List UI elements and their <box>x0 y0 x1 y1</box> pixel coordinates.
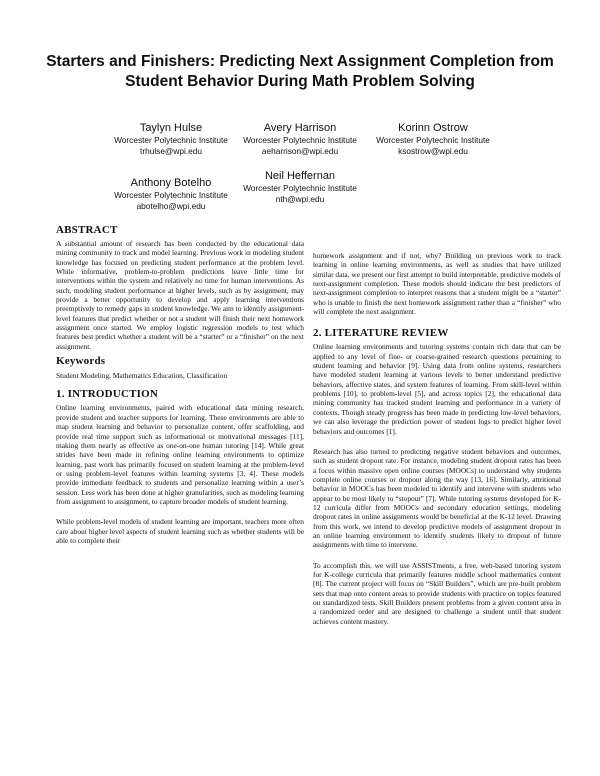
introduction-continuation: homework assignment and if not, why? Building on previous work to track learning in online learning environments, as well as studies that have utilized similar data, we present our first attempt to build interpretable, predictive models of next-assignment completion. These models should indicate the best predictors of next-assignment completion to interpret reasons that a student might be a “starter” who is unable to finish the next homework assignment rather than a “finisher” who will complete the next assignment. <box>313 251 561 317</box>
keywords-heading: Keywords <box>56 355 106 368</box>
author-name: Taylyn Hulse <box>139 122 203 134</box>
author-name: Neil Heffernan <box>264 170 336 182</box>
left-column <box>56 224 304 545</box>
author-email[interactable]: aeharrison@wpi.edu <box>261 146 339 156</box>
author-affiliation: Worcester Polytechnic Institute <box>243 183 357 193</box>
literature-review-paragraph: To accomplish this, we will use ASSISTments, a free, web-based tutoring system for K-college curricula that primarily features middle school mathematics content [8]. The current project will focus on “Skill Builders”, which are pre-built problem sets that map onto content areas to provide students with practice on topics featured on standardized tests. Skill Builders present problems from a given content area in a randomized order and are designed to challenge a student until that student achieves content mastery. <box>313 560 561 626</box>
author-email[interactable]: nth@wpi.edu <box>275 194 325 204</box>
introduction-paragraph: While problem-level models of student learning are important, teachers more often care about higher level aspects of student learning such as whether students will be able to complete their <box>56 517 304 545</box>
author-block <box>348 122 518 157</box>
abstract-heading: ABSTRACT <box>56 224 118 236</box>
abstract-text: A substantial amount of research has been conducted by the educational data mining community to track and model learning. Previous work in modeling student knowledge has focused on predicting student performance at the problem level. While informative, problem-to-problem predictions leave little time for interventions within the system and relatively no time for human interventions. As such, modeling student performance at higher levels, such as by assignment, may provide a better opportunity to develop and apply learning interventions preemptively to remedy gaps in student knowledge. We aim to identify assignment-level features that predict whether or not a student will finish their next homework assignment once started. We employ logistic regression models to test which features best predict whether a student will be a “starter” or a “finisher” on the next assignment. <box>56 239 304 351</box>
literature-review-paragraph: Research has also turned to predicting negative student behaviors and outcomes, such as student dropout rate. For instance, modeling student dropout rates has been a focus within massive open online courses (MOOCs) to understand why students complete online courses or dropout along the way [13, 16]. Similarly, attritional behavior in MOOCs has been modeled to identify and intervene with students who appear to be most likely to “stopout” [7]. While tutoring systems developed for K-12 curricula differ from MOOCs and secondary education settings, modeling dropout rates in online assignments would be beneficial at the K-12 level. Drawing from this work, we intend to develop predictive models of assignment dropout in an online learning environment to identify students likely to dropout of future assignments with time to intervene. <box>313 446 561 550</box>
author-email[interactable]: abotelho@wpi.edu <box>136 201 206 211</box>
author-block <box>215 170 385 205</box>
introduction-paragraph: Online learning environments, paired with educational data mining research, provide student and teacher supports for learning. These environments are able to map student learning and behavior to personalize content, offer scaffolding, and provide real time support such as informational or motivational messages [11], making them nearly as effective as one-on-one human tutoring [14]. While great strides have been made in refining online learning environments to optimize learning, past work has primarily focused on student learning at the problem-level or using problem-level features within learning systems [3, 4]. These models provide immediate feedback to students and personalize learning within a user’s session. Less work has been done at higher granularities, such as modeling learning from assignment to assignment, to capture broader models of student learning. <box>56 403 304 506</box>
literature-review-heading: 2. LITERATURE REVIEW <box>313 327 449 340</box>
author-name: Avery Harrison <box>263 122 337 134</box>
literature-review-paragraph: Online learning environments and tutoring systems contain rich data that can be applied to any level of fine- or coarse-grained research questions pertaining to student learning and behavior [9]. Using data from online systems, researchers have modeled student learning at various levels to better understand predictive behaviors, affective states, and system features of learning. From skill-level within problems [10], to problem-level [5], and across topics [2], the educational data mining community has tracked student learning and performance in a variety of contexts. Though steady progress has been made in predicting low-level behaviors, we can also leverage the prediction power of student logs to predict higher level behaviors and outcomes [1]. <box>313 342 561 436</box>
keywords-text: Student Modeling, Mathematics Education, Classification <box>56 371 228 381</box>
author-email[interactable]: ksostrow@wpi.edu <box>398 146 468 156</box>
author-affiliation: Worcester Polytechnic Institute <box>114 135 228 145</box>
introduction-heading: 1. INTRODUCTION <box>56 388 159 401</box>
author-affiliation: Worcester Polytechnic Institute <box>243 135 357 145</box>
author-affiliation: Worcester Polytechnic Institute <box>376 135 490 145</box>
author-email[interactable]: trhulse@wpi.edu <box>140 146 202 156</box>
right-column <box>313 251 561 626</box>
paper-title: Starters and Finishers: Predicting Next Assignment Completion from Student Behavior During Math Problem Solving <box>46 53 554 90</box>
author-name: Korinn Ostrow <box>398 122 468 134</box>
author-affiliation: Worcester Polytechnic Institute <box>114 190 228 200</box>
author-name: Anthony Botelho <box>130 177 212 189</box>
